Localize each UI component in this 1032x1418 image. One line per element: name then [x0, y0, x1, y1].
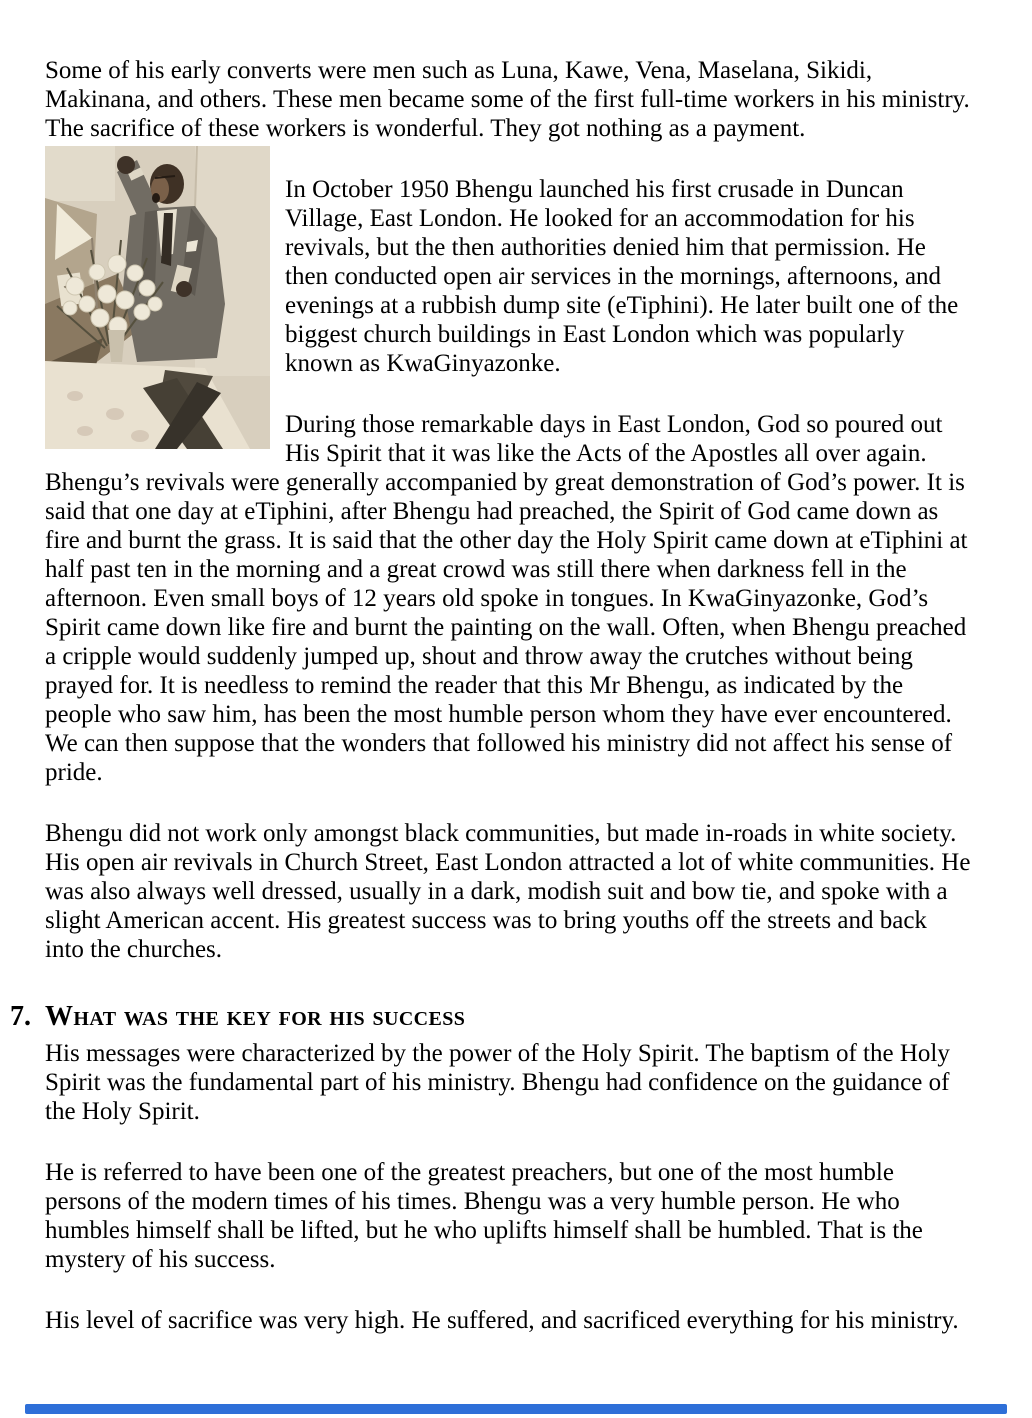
bottom-blue-bar — [25, 1404, 1007, 1414]
preaching-photo-graphic — [45, 146, 270, 449]
bhengu-preaching-photo — [45, 146, 270, 449]
paragraph-early-converts: Some of his early converts were men such as Luna, Kawe, Vena, Maselana, Sikidi, Makinana, and others. These men became some of the first full-time workers in his ministry. The sacrifice of these workers is wonderful. They got nothing as a payment. — [45, 57, 970, 142]
paragraph-remarkable-days: During those remarkable days in East London, God so poured out His Spirit that it was like the Acts of the Apostles all over again. Bhengu’s revivals were generally accompanied by great demonstration of God’s power. It is said that one day at eTiphini, after Bhengu had preached, the Spirit of God came down as fire and burnt the grass. It is said that the other day the Holy Spirit came down at eTiphini at half past ten in the morning and a great crowd was still there when darkness fell in the afternoon. Even small boys of 12 years old spoke in tongues. In KwaGinyazonke, God’s Spirit came down like fire and burnt the painting on the wall. Often, when Bhengu preached a cripple would suddenly jumped up, shout and throw away the crutches without being prayed for. It is needless to remind the reader that this Mr Bhengu, as indicated by the people who saw him, has been the most humble person whom they have ever encountered. We can then suppose that the wonders that followed his ministry did not affect his sense of pride. — [45, 411, 968, 786]
paragraph-greatest-preachers: He is referred to have been one of the greatest preachers, but one of the most humble persons of the modern times of his times. Bhengu was a very humble person. He who humbles himself shall be lifted, but he who uplifts himself shall be humbled. That is the mystery of his success. — [45, 1159, 923, 1273]
section-title: What was the key for his success — [45, 1001, 466, 1032]
paragraph-first-crusade: In October 1950 Bhengu launched his first crusade in Duncan Village, East London. He looked for an accommodation for his revivals, but the then authorities denied him that permission. He then conducted open air services in the mornings, afternoons, and evenings at a rubbish dump site (eTiphini). He later built one of the biggest church buildings in East London which was popularly known as KwaGinyazonke. — [285, 176, 959, 377]
section-number: 7. — [10, 1001, 31, 1032]
paragraph-sacrifice: His level of sacrifice was very high. He suffered, and sacrificed everything for his ministry. — [45, 1307, 959, 1334]
document-body — [10, 0, 971, 1335]
section-heading-key-success — [10, 1000, 971, 1034]
paragraph-white-communities: Bhengu did not work only amongst black communities, but made in-roads in white society. His open air revivals in Church Street, East London attracted a lot of white communities. He was also always well dressed, usually in a dark, modish suit and bow tie, and spoke with a slight American accent. His greatest success was to bring youths off the streets and back into the churches. — [45, 820, 971, 963]
paragraph-holy-spirit: His messages were characterized by the power of the Holy Spirit. The baptism of the Holy Spirit was the fundamental part of his ministry. Bhengu had confidence on the guidance of the Holy Spirit. — [45, 1040, 950, 1125]
